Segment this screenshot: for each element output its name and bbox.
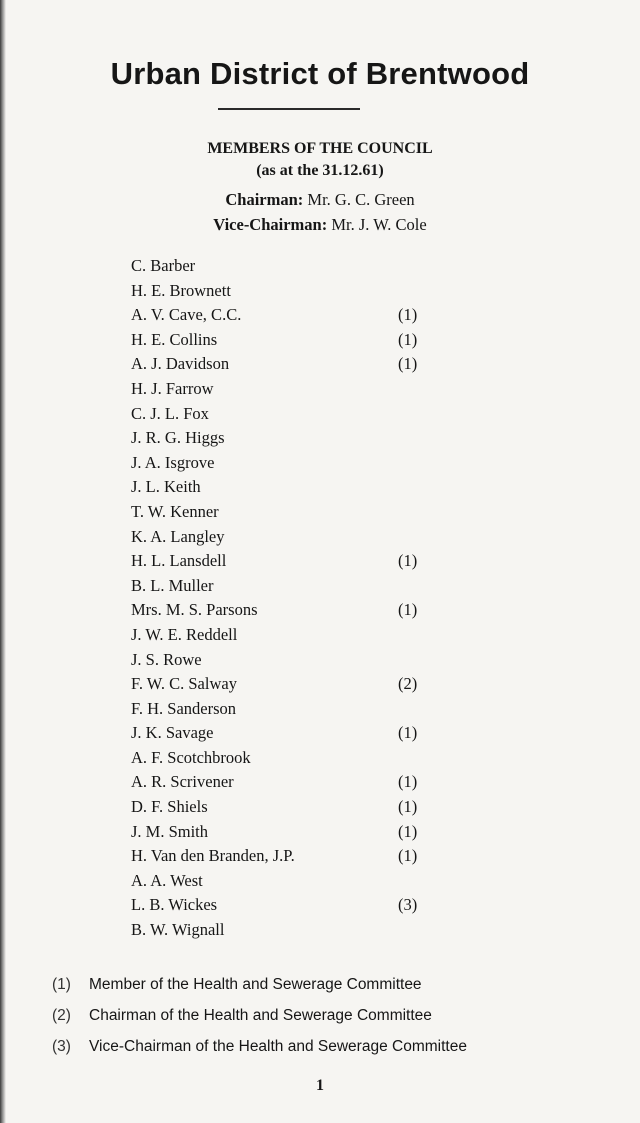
member-row: [131, 871, 451, 896]
member-row: [131, 404, 451, 429]
vice-chairman-label: Vice-Chairman:: [213, 215, 328, 234]
member-name: H. Van den Branden, J.P.: [131, 846, 295, 866]
member-name: J. R. G. Higgs: [131, 428, 225, 448]
member-row: [131, 305, 451, 330]
member-row: [131, 330, 451, 355]
legend-key: (3): [52, 1038, 71, 1055]
member-name: J. W. E. Reddell: [131, 624, 238, 644]
member-name: B. W. Wignall: [131, 920, 225, 940]
legend-key: (1): [52, 976, 71, 993]
member-name: H. E. Collins: [131, 329, 218, 349]
member-row: [131, 625, 451, 650]
member-row: [131, 453, 451, 478]
member-name: J. S. Rowe: [131, 649, 202, 669]
member-row: [131, 600, 451, 625]
chairman-line: [0, 190, 640, 210]
member-row: [131, 797, 451, 822]
member-row: [131, 748, 451, 773]
legend-text: Vice-Chairman of the Health and Sewerage Committee: [89, 1038, 467, 1055]
member-row: [131, 920, 451, 945]
member-row: [131, 428, 451, 453]
member-name: F. W. C. Salway: [131, 674, 237, 694]
member-name: C. J. L. Fox: [131, 403, 209, 423]
member-list: [131, 256, 451, 945]
member-name: B. L. Muller: [131, 575, 214, 595]
chairman-name: Mr. G. C. Green: [307, 190, 415, 209]
legend-key: (2): [52, 1007, 71, 1024]
member-name: J. A. Isgrove: [131, 452, 215, 472]
member-name: J. M. Smith: [131, 821, 209, 841]
member-row: [131, 576, 451, 601]
member-row: [131, 527, 451, 552]
committee-footnote-marker: (1): [398, 846, 418, 866]
member-name: A. A. West: [131, 870, 203, 890]
member-name: A. F. Scotchbrook: [131, 747, 251, 767]
member-row: [131, 674, 451, 699]
member-name: T. W. Kenner: [131, 501, 219, 521]
member-row: [131, 822, 451, 847]
member-row: [131, 846, 451, 871]
committee-footnote-marker: (3): [398, 895, 418, 915]
vice-chairman-line: [0, 215, 640, 235]
member-name: J. K. Savage: [131, 723, 214, 743]
member-name: A. R. Scrivener: [131, 772, 234, 792]
page-number: 1: [316, 1077, 324, 1094]
member-row: [131, 354, 451, 379]
committee-footnote-marker: (1): [398, 723, 418, 743]
document-title: Urban District of Brentwood: [110, 56, 530, 91]
member-name: H. E. Brownett: [131, 280, 231, 300]
legend-text: Member of the Health and Sewerage Committee: [89, 976, 422, 993]
legend-row: [52, 1006, 632, 1037]
legend-text: Chairman of the Health and Sewerage Committee: [89, 1007, 432, 1024]
member-row: [131, 281, 451, 306]
member-name: F. H. Sanderson: [131, 698, 237, 718]
member-name: A. J. Davidson: [131, 354, 230, 374]
member-name: D. F. Shiels: [131, 797, 208, 817]
member-name: H. L. Lansdell: [131, 551, 227, 571]
member-row: [131, 772, 451, 797]
legend-row: [52, 975, 632, 1006]
member-name: K. A. Langley: [131, 526, 225, 546]
member-row: [131, 502, 451, 527]
member-row: [131, 699, 451, 724]
member-row: [131, 895, 451, 920]
chairman-label: Chairman:: [225, 190, 304, 209]
committee-footnote-marker: (1): [398, 551, 418, 571]
member-row: [131, 379, 451, 404]
member-name: J. L. Keith: [131, 477, 201, 497]
committee-footnote-marker: (2): [398, 674, 418, 694]
committee-footnote-marker: (1): [398, 329, 418, 349]
member-name: H. J. Farrow: [131, 378, 214, 398]
committee-footnote-marker: (1): [398, 797, 418, 817]
committee-footnote-marker: (1): [398, 772, 418, 792]
legend-row: [52, 1037, 632, 1068]
member-name: Mrs. M. S. Parsons: [131, 600, 258, 620]
vice-chairman-name: Mr. J. W. Cole: [331, 215, 427, 234]
committee-footnote-marker: (1): [398, 600, 418, 620]
title-divider: [218, 108, 360, 110]
committee-footnote-marker: (1): [398, 821, 418, 841]
member-name: C. Barber: [131, 256, 196, 275]
committee-footnote-marker: (1): [398, 354, 418, 374]
member-name: A. V. Cave, C.C.: [131, 305, 242, 325]
member-row: [131, 723, 451, 748]
member-row: [131, 551, 451, 576]
section-heading: MEMBERS OF THE COUNCIL: [207, 140, 433, 157]
member-row: [131, 477, 451, 502]
section-subheading: (as at the 31.12.61): [256, 162, 384, 179]
member-row: [131, 650, 451, 675]
member-name: L. B. Wickes: [131, 895, 218, 915]
footnote-legend: [52, 975, 632, 1068]
committee-footnote-marker: (1): [398, 305, 418, 325]
member-row: [131, 256, 451, 281]
